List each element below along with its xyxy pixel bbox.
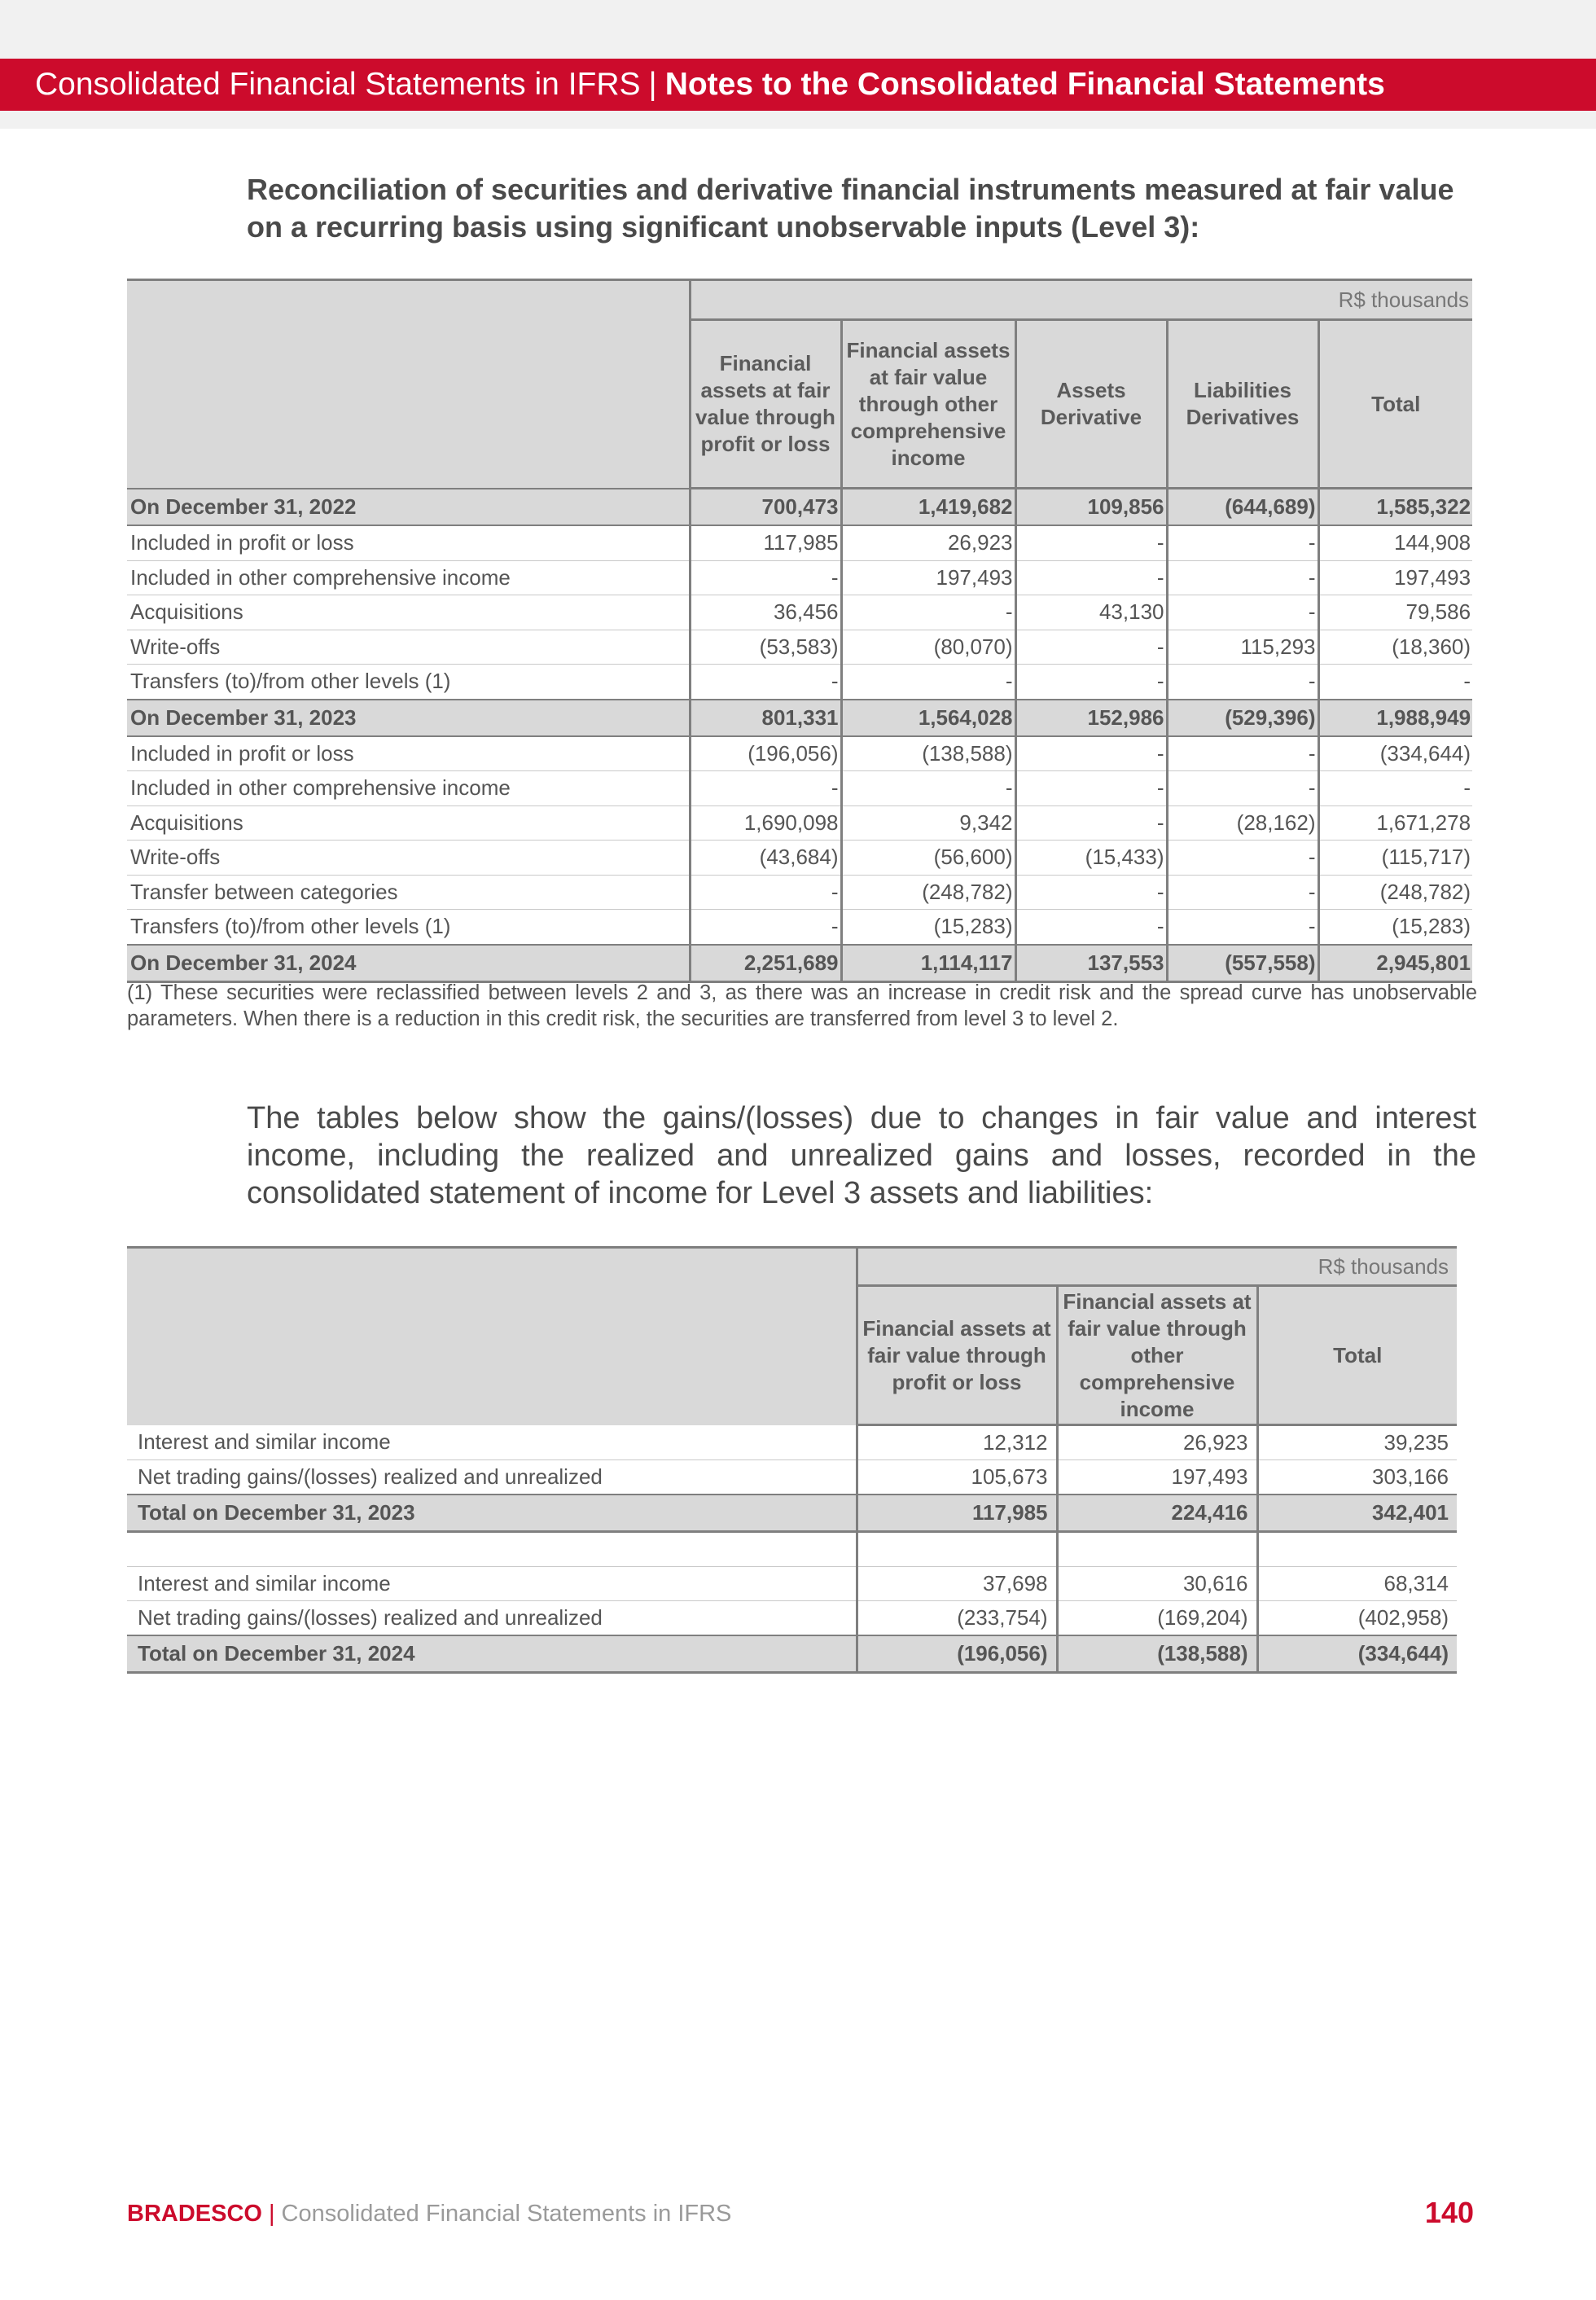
value-cell: 224,416: [1057, 1495, 1257, 1532]
table1-col-header: Financial assets at fair value through profit or loss: [690, 320, 841, 489]
header-underband: [0, 111, 1596, 129]
value-cell: 26,923: [1057, 1425, 1257, 1460]
intro-paragraph: The tables below show the gains/(losses) due to changes in fair value and interest income, including the realized and unrealized gains and losses, recorded in the consolidated statement of income for Level 3 assets and liabilities:: [247, 1101, 1476, 1210]
table2-unit-label: R$ thousands: [857, 1248, 1457, 1286]
value-cell: -: [1167, 525, 1318, 560]
value-cell: (53,583): [690, 630, 841, 665]
table-row: [127, 1425, 1457, 1460]
value-cell: (529,396): [1167, 700, 1318, 736]
value-cell: (233,754): [857, 1601, 1057, 1636]
value-cell: (15,283): [1318, 910, 1472, 945]
table-row: [127, 805, 1472, 841]
value-cell: 37,698: [857, 1567, 1057, 1601]
value-cell: [1057, 1532, 1257, 1567]
value-cell: 36,456: [690, 595, 841, 630]
value-cell: (196,056): [690, 736, 841, 771]
header-document-title: Consolidated Financial Statements in IFRS: [35, 67, 641, 102]
value-cell: 1,564,028: [841, 700, 1015, 736]
table1-col-header: Liabilities Derivatives: [1167, 320, 1318, 489]
footer-brand: BRADESCO: [127, 2201, 262, 2227]
value-cell: -: [1167, 736, 1318, 771]
table1-footnote: (1) These securities were reclassified between levels 2 and 3, as there was an increase in credit risk and the spread curve has unobservable parameters. When there is a reduction in this credit risk, the securities are transferred from level 3 to level 2.: [127, 981, 1477, 1030]
value-cell: -: [1015, 910, 1167, 945]
value-cell: 342,401: [1257, 1495, 1457, 1532]
value-cell: 39,235: [1257, 1425, 1457, 1460]
table-row: [127, 875, 1472, 910]
level3-reconciliation-table: [127, 279, 1472, 983]
value-cell: 137,553: [1015, 945, 1167, 982]
value-cell: (56,600): [841, 841, 1015, 876]
value-cell: (402,958): [1257, 1601, 1457, 1636]
table-row: [127, 1567, 1457, 1601]
value-cell: (115,717): [1318, 841, 1472, 876]
table-total-row: [127, 1495, 1457, 1532]
header-section-title: Notes to the Consolidated Financial Statements: [664, 67, 1385, 102]
row-label: Transfers (to)/from other levels (1): [127, 910, 690, 945]
value-cell: 1,585,322: [1318, 489, 1472, 526]
value-cell: 12,312: [857, 1425, 1057, 1460]
value-cell: -: [841, 665, 1015, 700]
value-cell: (15,283): [841, 910, 1015, 945]
value-cell: 197,493: [841, 560, 1015, 595]
value-cell: (248,782): [841, 875, 1015, 910]
value-cell: -: [1015, 736, 1167, 771]
page-number: 140: [1424, 2196, 1474, 2229]
value-cell: 197,493: [1318, 560, 1472, 595]
value-cell: -: [1015, 560, 1167, 595]
value-cell: (18,360): [1318, 630, 1472, 665]
table-row: [127, 1460, 1457, 1495]
value-cell: -: [1167, 910, 1318, 945]
table2-corner-cell: [127, 1248, 857, 1425]
value-cell: -: [1167, 841, 1318, 876]
value-cell: -: [1167, 665, 1318, 700]
value-cell: [1257, 1532, 1457, 1567]
value-cell: -: [1015, 805, 1167, 841]
footer-separator: |: [268, 2201, 275, 2227]
table1-unit-label: R$ thousands: [690, 280, 1472, 320]
value-cell: 1,690,098: [690, 805, 841, 841]
row-label: [127, 1532, 857, 1567]
value-cell: -: [1015, 875, 1167, 910]
value-cell: 68,314: [1257, 1567, 1457, 1601]
value-cell: 2,251,689: [690, 945, 841, 982]
value-cell: -: [1015, 525, 1167, 560]
row-label: Transfer between categories: [127, 875, 690, 910]
row-label: Included in profit or loss: [127, 736, 690, 771]
table-row: [127, 630, 1472, 665]
row-label: Net trading gains/(losses) realized and unrealized: [127, 1601, 857, 1636]
value-cell: -: [690, 875, 841, 910]
table1-corner-cell: [127, 280, 690, 489]
value-cell: -: [841, 771, 1015, 806]
value-cell: (138,588): [1057, 1635, 1257, 1673]
value-cell: (138,588): [841, 736, 1015, 771]
value-cell: -: [690, 560, 841, 595]
value-cell: 1,988,949: [1318, 700, 1472, 736]
row-label: Acquisitions: [127, 805, 690, 841]
value-cell: 30,616: [1057, 1567, 1257, 1601]
value-cell: [857, 1532, 1057, 1567]
value-cell: 1,671,278: [1318, 805, 1472, 841]
row-label: Net trading gains/(losses) realized and unrealized: [127, 1460, 857, 1495]
table1-col-header: Assets Derivative: [1015, 320, 1167, 489]
row-label: Total on December 31, 2023: [127, 1495, 857, 1532]
reconciliation-heading: Reconciliation of securities and derivative financial instruments measured at fair value on a recurring basis using significant unobservable inputs (Level 3):: [247, 173, 1454, 244]
value-cell: 1,419,682: [841, 489, 1015, 526]
row-label: Transfers (to)/from other levels (1): [127, 665, 690, 700]
value-cell: 2,945,801: [1318, 945, 1472, 982]
section-header-banner: [0, 59, 1596, 111]
table2-col-header: Financial assets at fair value through profit or loss: [857, 1286, 1057, 1425]
value-cell: 117,985: [690, 525, 841, 560]
value-cell: 117,985: [857, 1495, 1057, 1532]
row-label: On December 31, 2023: [127, 700, 690, 736]
row-label: On December 31, 2022: [127, 489, 690, 526]
table-row: [127, 595, 1472, 630]
value-cell: -: [841, 595, 1015, 630]
table2-col-header: Financial assets at fair value through other comprehensive income: [1057, 1286, 1257, 1425]
value-cell: 1,114,117: [841, 945, 1015, 982]
value-cell: (169,204): [1057, 1601, 1257, 1636]
value-cell: (15,433): [1015, 841, 1167, 876]
table-spacer-row: [127, 1532, 1457, 1567]
value-cell: (80,070): [841, 630, 1015, 665]
row-label: Acquisitions: [127, 595, 690, 630]
value-cell: -: [690, 910, 841, 945]
table-row: [127, 525, 1472, 560]
value-cell: 109,856: [1015, 489, 1167, 526]
value-cell: 79,586: [1318, 595, 1472, 630]
value-cell: -: [1015, 665, 1167, 700]
value-cell: (334,644): [1257, 1635, 1457, 1673]
value-cell: -: [1167, 560, 1318, 595]
value-cell: 152,986: [1015, 700, 1167, 736]
value-cell: 303,166: [1257, 1460, 1457, 1495]
value-cell: (196,056): [857, 1635, 1057, 1673]
top-margin-band: [0, 0, 1596, 59]
table-row: [127, 771, 1472, 806]
table2-col-header: Total: [1257, 1286, 1457, 1425]
table1-col-header: Total: [1318, 320, 1472, 489]
row-label: Included in other comprehensive income: [127, 560, 690, 595]
value-cell: 43,130: [1015, 595, 1167, 630]
header-separator: |: [648, 67, 657, 102]
table-row: [127, 560, 1472, 595]
row-label: Write-offs: [127, 841, 690, 876]
row-label: Interest and similar income: [127, 1425, 857, 1460]
value-cell: 26,923: [841, 525, 1015, 560]
table-total-row: [127, 1635, 1457, 1673]
value-cell: -: [1167, 595, 1318, 630]
value-cell: -: [1167, 875, 1318, 910]
row-label: Total on December 31, 2024: [127, 1635, 857, 1673]
value-cell: (248,782): [1318, 875, 1472, 910]
row-label: Interest and similar income: [127, 1567, 857, 1601]
value-cell: (43,684): [690, 841, 841, 876]
value-cell: 801,331: [690, 700, 841, 736]
value-cell: -: [1167, 771, 1318, 806]
value-cell: -: [1318, 665, 1472, 700]
value-cell: (557,558): [1167, 945, 1318, 982]
value-cell: -: [690, 771, 841, 806]
value-cell: (28,162): [1167, 805, 1318, 841]
table-row: [127, 910, 1472, 945]
table-row: [127, 665, 1472, 700]
level3-gains-losses-table: [127, 1246, 1457, 1674]
row-label: On December 31, 2024: [127, 945, 690, 982]
table-total-row: [127, 489, 1472, 526]
value-cell: -: [690, 665, 841, 700]
row-label: Write-offs: [127, 630, 690, 665]
table-row: [127, 736, 1472, 771]
value-cell: 700,473: [690, 489, 841, 526]
value-cell: 197,493: [1057, 1460, 1257, 1495]
value-cell: -: [1015, 771, 1167, 806]
value-cell: -: [1318, 771, 1472, 806]
table-row: [127, 841, 1472, 876]
value-cell: 105,673: [857, 1460, 1057, 1495]
table-total-row: [127, 700, 1472, 736]
row-label: Included in profit or loss: [127, 525, 690, 560]
value-cell: 9,342: [841, 805, 1015, 841]
value-cell: 144,908: [1318, 525, 1472, 560]
table1-col-header: Financial assets at fair value through other comprehensive income: [841, 320, 1015, 489]
page-footer: [127, 2201, 731, 2228]
value-cell: (334,644): [1318, 736, 1472, 771]
value-cell: 115,293: [1167, 630, 1318, 665]
row-label: Included in other comprehensive income: [127, 771, 690, 806]
footer-title: Consolidated Financial Statements in IFRS: [281, 2201, 732, 2227]
value-cell: (644,689): [1167, 489, 1318, 526]
value-cell: -: [1015, 630, 1167, 665]
table-row: [127, 1601, 1457, 1636]
table-total-row: [127, 945, 1472, 982]
